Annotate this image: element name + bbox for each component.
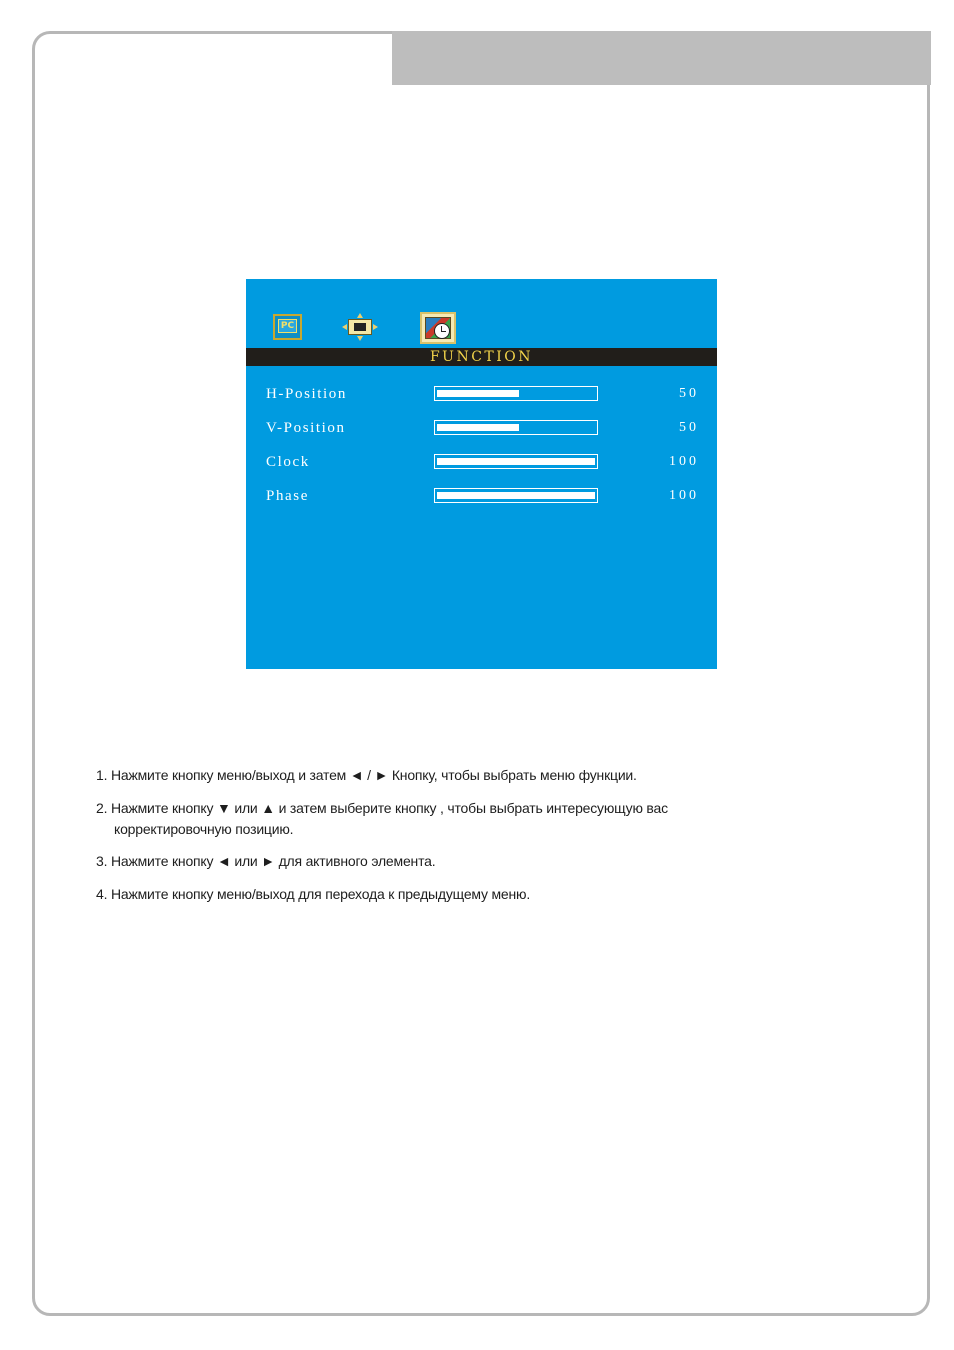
- instruction-1: [96, 764, 856, 786]
- instruction-text: 2. Нажмите кнопку ▼ или ▲ и затем выберите кнопку , чтобы выбрать интересующую вас: [96, 800, 668, 816]
- slider-track[interactable]: [434, 454, 598, 469]
- instruction-3: [96, 850, 856, 872]
- image-adjust-icon[interactable]: [344, 314, 376, 340]
- menu-row-label: H-Position: [266, 386, 348, 402]
- arrow-right-icon: [373, 324, 378, 330]
- arrow-up-icon: [357, 313, 363, 318]
- slider-fill: [437, 424, 519, 431]
- slider-track[interactable]: [434, 420, 598, 435]
- slider-fill: [437, 492, 595, 499]
- image-adjust-icon-body: [348, 319, 372, 335]
- header-tab: [392, 31, 931, 85]
- menu-row-label: Clock: [266, 454, 310, 470]
- pc-icon-screen: PC: [278, 319, 297, 333]
- menu-row-clock[interactable]: [246, 452, 717, 472]
- function-icon[interactable]: [420, 312, 456, 344]
- menu-row-h-position[interactable]: [246, 384, 717, 404]
- clock-icon: [434, 323, 450, 339]
- instruction-text: 1. Нажмите кнопку меню/выход и затем ◄ / ► Кнопку, чтобы выбрать меню функции.: [96, 767, 637, 783]
- page-frame: [32, 31, 930, 1316]
- menu-row-phase[interactable]: [246, 486, 717, 506]
- menu-title: FUNCTION: [246, 348, 717, 366]
- menu-row-label: V-Position: [266, 420, 346, 436]
- menu-row-value: 50: [679, 386, 699, 401]
- slider-track[interactable]: [434, 386, 598, 401]
- slider-fill: [437, 390, 519, 397]
- pc-icon[interactable]: [273, 314, 302, 340]
- instruction-continuation: корректировочную позицию.: [114, 821, 294, 837]
- menu-row-value: 100: [669, 488, 699, 503]
- slider-fill: [437, 458, 595, 465]
- instruction-4: [96, 883, 856, 905]
- instruction-2: [96, 797, 856, 839]
- instruction-text: 4. Нажмите кнопку меню/выход для перехода к предыдущему меню.: [96, 886, 531, 902]
- menu-row-label: Phase: [266, 488, 309, 504]
- arrow-down-icon: [357, 336, 363, 341]
- instructions: [96, 764, 856, 916]
- instruction-text: 3. Нажмите кнопку ◄ или ► для активного элемента.: [96, 853, 436, 869]
- menu-row-v-position[interactable]: [246, 418, 717, 438]
- menu-row-value: 50: [679, 420, 699, 435]
- arrow-left-icon: [342, 324, 347, 330]
- menu-row-value: 100: [669, 454, 699, 469]
- slider-track[interactable]: [434, 488, 598, 503]
- osd-menu: [246, 279, 717, 669]
